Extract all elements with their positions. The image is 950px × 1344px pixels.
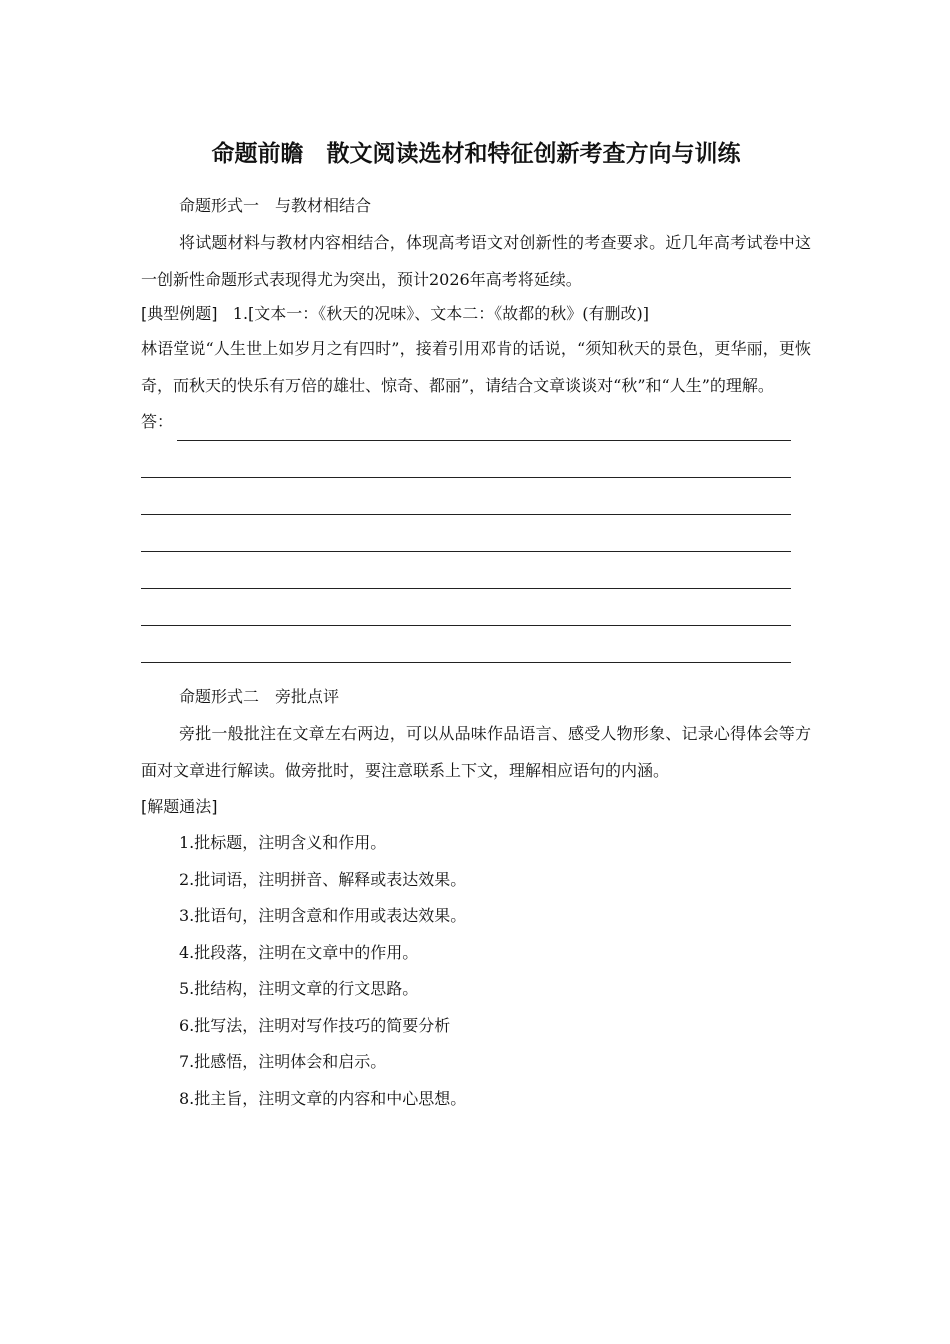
answer-area[interactable] [141, 404, 811, 663]
answer-line[interactable] [141, 515, 791, 552]
example-tag: [典型例题] [141, 304, 218, 323]
document-content [141, 132, 811, 1117]
method-item: 3.批语句，注明含意和作用或表达效果。 [179, 906, 467, 925]
method-item: 2.批词语，注明拼音、解释或表达效果。 [179, 869, 467, 889]
answer-line[interactable] [141, 441, 791, 478]
answer-line[interactable] [177, 404, 791, 441]
section2-intro: 旁批一般批注在文章左右两边，可以从品味作品语言、感受人物形象、记录心得体会等方面对文章进行解读。做旁批时，要注意联系上下文，理解相应语句的内涵。 [141, 724, 811, 780]
method-item: 1.批标题，注明含义和作用。 [179, 833, 387, 852]
answer-line[interactable] [141, 552, 791, 589]
example-line [141, 298, 811, 330]
method-tag: [解题通法] [141, 797, 218, 816]
method-item: 8.批主旨，注明文章的内容和中心思想。 [179, 1088, 467, 1108]
example-question: 林语堂说“人生世上如岁月之有四时”，接着引用邓肯的话说，“须知秋天的景色，更华丽，更恢奇，而秋天的快乐有万倍的雄壮、惊奇、都丽”，请结合文章谈谈对“秋”和“人生”的理解。 [141, 339, 811, 395]
section2-heading: 命题形式二 旁批点评 [179, 687, 340, 706]
section1-heading: 命题形式一 与教材相结合 [179, 196, 372, 215]
answer-label: 答： [141, 412, 174, 431]
section1-intro: 将试题材料与教材内容相结合，体现高考语文对创新性的考查要求。近几年高考试卷中这一创新性命题形式表现得尤为突出，预计2026年高考将延续。 [141, 233, 811, 289]
answer-line[interactable] [141, 589, 791, 626]
answer-line[interactable] [141, 478, 791, 515]
page-title: 命题前瞻 散文阅读选材和特征创新考查方向与训练 [211, 141, 741, 167]
method-item: 5.批结构，注明文章的行文思路。 [179, 979, 419, 998]
method-list [141, 825, 811, 1117]
example-reference: 1.[文本一：《秋天的况味》、文本二：《故都的秋》(有删改)] [232, 304, 650, 323]
method-item: 7.批感悟，注明体会和启示。 [179, 1052, 387, 1071]
method-item: 4.批段落，注明在文章中的作用。 [179, 942, 419, 962]
method-item: 6.批写法，注明对写作技巧的简要分析 [179, 1015, 451, 1035]
answer-line[interactable] [141, 626, 791, 663]
